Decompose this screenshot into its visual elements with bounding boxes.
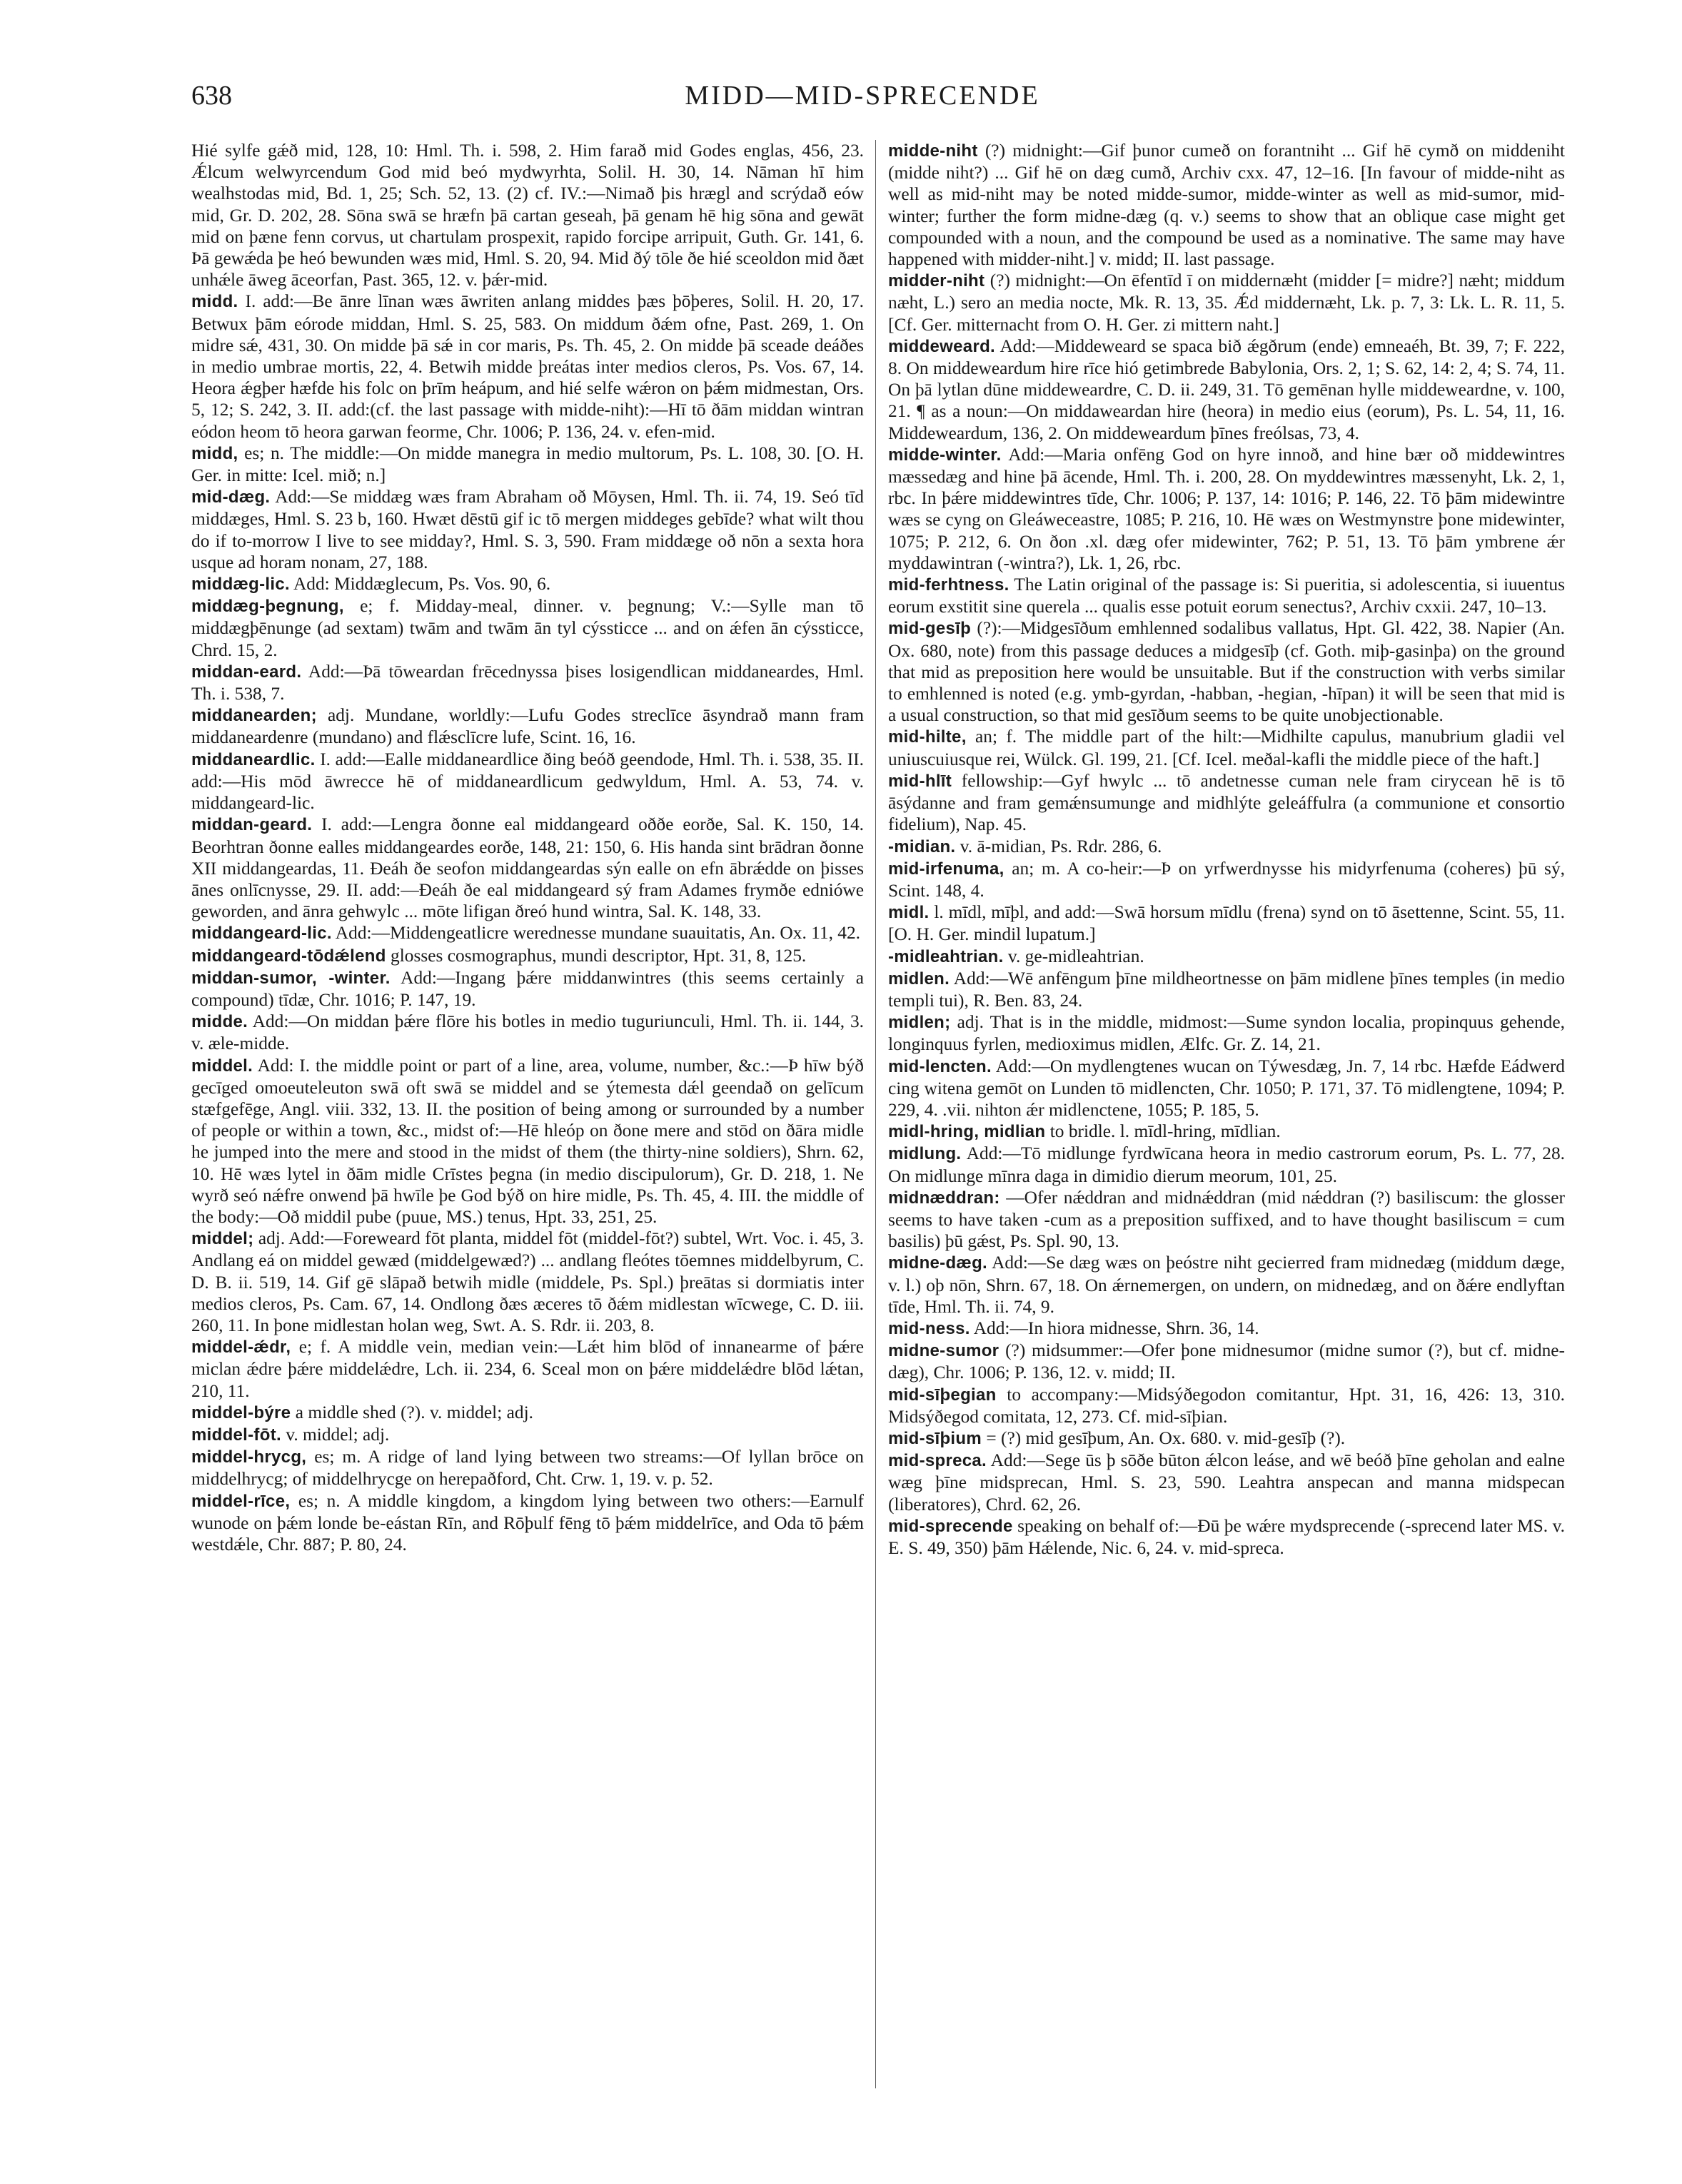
dictionary-entry [191, 1402, 864, 1424]
entry-text: (?):—Midgesīðum emhlenned sodalibus vallatus, Hpt. Gl. 422, 38. Napier (An. Ox. 680, note) from this passage deduces a midgesīþ (cf. Goth. miþ-gasinþa) on the ground that mid as preposition here would be unsuitable. But if the construction with verbs similar to emhlenned is noted (e.g. ymb-gyrdan, -habban, -hegian, -hīpan) it will be seen that mid is a usual construction, so that mid gesīðum seems to be quite unobjectionable. [888, 618, 1565, 726]
left-column [191, 140, 864, 1555]
entry-text: Add:—Maria onfēng God on hyre innoð, and hine bær oð middewintres mæssedæg and hine þā ācende, Hml. Th. i. 200, 28. On myddewintres mæssenyht, Lk. 2, 1, rbc. In þǽre middewintres tīde, Chr. 1006; P. 137, 14: 1016; P. 146, 22. Tō þām midewintre wæs se cyng on Gleáweceastre, 1085; P. 216, 10. Hē wæs on Westmynstre þone midewinter, 1075; P. 212, 6. On ðon .xl. dæg ofer midewinter, 762; P. 51, 13. Tō þām ymbrene ǽr myddawintran (-wintra?), Lk. 1, 26, rbc. [888, 444, 1566, 573]
entry-text: adj. That is in the middle, midmost:—Sume syndon localia, propinquus gehende, longinquus fyrlen, medioximus midlen, Ælfc. Gr. Z. 14, 21. [888, 1012, 1565, 1055]
entry-headword: middaneardlic. [191, 749, 316, 769]
dictionary-entry [191, 661, 864, 704]
entry-headword: middel. [191, 1056, 253, 1076]
entry-text: es; n. The middle:—On midde manegra in medio multorum, Ps. L. 108, 30. [O. H. Ger. in mitte: Icel. mið; n.] [191, 443, 864, 486]
entry-text: Add:—Ingang þǽre middanwintres (this seems certainly a compound) tīdæ, Chr. 1016; P. 147, 19. [191, 967, 864, 1010]
entry-text: Add:—On middan þǽre flōre his botles in medio tuguriunculi, Hml. Th. ii. 144, 3. v. æle-midde. [191, 1011, 864, 1054]
dictionary-entry [888, 946, 1565, 968]
entry-text: es; m. A ridge of land lying between two streams:—Of lyllan brōce on middelhrycg; of middelhrycge on herepaðford, Cht. Crw. 1, 19. v. p. 52. [191, 1447, 864, 1490]
dictionary-entry [888, 1318, 1565, 1340]
entry-text: = (?) mid gesīþum, An. Ox. 680. v. mid-gesīþ (?). [986, 1427, 1346, 1448]
entry-headword: mid-sīþium [888, 1428, 982, 1448]
dictionary-entry [888, 1143, 1565, 1186]
entry-headword: middanearden; [191, 706, 317, 726]
entry-text: —Ofer nǽddran and midnǽddran (mid nǽddran (?) basiliscum: the glosser seems to have taken -cum as a preposition suffixed, and to have thought basiliscum = cum basilis) þū gǽst, Ps. Spl. 90, 13. [888, 1187, 1565, 1252]
entry-text: to accompany:—Midsýðegodon comitantur, Hpt. 31, 16, 426: 13, 310. Midsýðegod comitata, 12, 273. Cf. mid-sīþian. [888, 1384, 1565, 1427]
entry-headword: midde-winter. [888, 445, 1002, 465]
entry-headword: midd, [191, 443, 238, 463]
entry-headword: mid-ferhtness. [888, 575, 1009, 595]
dictionary-entry [191, 1055, 864, 1228]
dictionary-entry [191, 140, 864, 290]
entry-text: (?) midnight:—On ēfentīd ī on middernæht (midder [= midre?] næht; middum næht, L.) sero an media nocte, Mk. R. 13, 35. Ǽd middernæht, Lk. p. 7, 3: Lk. L. R. 11, 5. [Cf. Ger. mitternacht from O. H. Ger. zi mittern naht.] [888, 271, 1565, 335]
entry-text: The Latin original of the passage is: Si pueritia, si adolescentia, si iuuentus eorum exstitit sine querela ... qualis esse potuit eorum senectus?, Archiv cxxii. 247, 10–13. [888, 575, 1565, 617]
entry-headword: mid-hlīt [888, 771, 952, 791]
entry-text: an; m. A co-heir:—Þ on yrfwerdnysse his midyrfenuma (coheres) þū sý, Scint. 148, 4. [888, 858, 1565, 901]
entry-headword: middangeard-tōdǽlend [191, 946, 386, 966]
entry-headword: middan-eard. [191, 662, 302, 682]
entry-headword: middel-ǽdr, [191, 1338, 291, 1358]
entry-headword: midd. [191, 292, 238, 312]
entry-text: v. middel; adj. [286, 1424, 390, 1445]
dictionary-entry [888, 1056, 1565, 1121]
entry-text: speaking on behalf of:—Ðū þe wǽre mydsprecende (-sprecend later MS. v. E. S. 49, 350) þām Hǽlende, Nic. 6, 24. v. mid-spreca. [888, 1515, 1565, 1558]
entry-text: Add:—On mydlengtenes wucan on Týwesdæg, Jn. 7, 14 rbc. Hæfde Eádwerd cing witena gemōt on Lunden tō midlencten, Chr. 1050; P. 171, 37. Tō midlengtene, 1094; P. 229, 4. .vii. nihton ǽr midlenctene, 1055; P. 185, 5. [888, 1056, 1565, 1120]
dictionary-entry [191, 595, 864, 661]
dictionary-entry [191, 1228, 864, 1336]
entry-headword: mid-sprecende [888, 1516, 1013, 1536]
entry-text: Add:—Sege ūs þ sōðe būton ǽlcon leáse, and wē beóð þīne geholan and ealne wæg þīne midsprecan, Hml. S. 23, 590. Leahtra anspecan and manna midspecan (liberatores), Chrd. 62, 26. [888, 1450, 1565, 1515]
dictionary-entry [191, 1424, 864, 1446]
entry-headword: middan-sumor, -winter. [191, 968, 391, 988]
entry-headword: mid-spreca. [888, 1451, 987, 1471]
entry-text: v. ā-midian, Ps. Rdr. 286, 6. [960, 836, 1162, 856]
entry-text: Add:—Tō midlunge fyrdwīcana heora in medio castrorum eorum, Ps. L. 77, 28. On midlunge mīnra daga in dimidio dierum meorum, 101, 25. [888, 1143, 1565, 1186]
dictionary-entry [888, 1450, 1565, 1515]
entry-headword: middan-geard. [191, 815, 313, 835]
entry-headword: mid-ness. [888, 1318, 970, 1338]
entry-text: fellowship:—Gyf hwylc ... tō andetnesse cuman nele fram cirycean hē is tō āsýdanne and fram gemǽnsumunge and midhlýte geleáffulra (a communione et consortio fidelium), Nap. 45. [888, 770, 1565, 835]
entry-text: Add: Middæglecum, Ps. Vos. 90, 6. [293, 574, 551, 595]
entry-text: v. ge-midleahtrian. [1007, 946, 1144, 966]
entry-text: Hié sylfe gǽð mid, 128, 10: Hml. Th. i. 598, 2. Him farað mid Godes englas, 456, 23. Ǽlcum welwyrcendum God mid beó mydwyrhta, Solil. H. 30, 14. Nāman hī him wealhstodas mid, Bd. 1, 25; Sch. 52, 13. (2) cf. IV.:—Nimað þis hrægl and scrýdað eów mid, Gr. D. 202, 28. Sōna swā se hræfn þā cartan geseah, þā genam hē hig sōna and gewāt mid on þæne fenn corvus, ut chartulam prospexit, rapido forcipe arripuit, Guth. Gr. 141, 6. Þā gewǽda þe heó bewunden wæs mid, Hml. S. 20, 94. Mid ðý tōle ðe hié sceoldon mid ðæt unhǽle āweg āceorfan, Past. 365, 12. v. þǽr-mid. [191, 141, 864, 290]
dictionary-entry [191, 1446, 864, 1490]
dictionary-entry [888, 1187, 1565, 1253]
entry-text: to bridle. l. mīdl-hring, mīdlian. [1049, 1121, 1281, 1142]
entry-headword: mid-irfenuma, [888, 859, 1004, 879]
dictionary-entry [191, 486, 864, 573]
entry-headword: midnæddran: [888, 1188, 1000, 1208]
entry-text: l. mīdl, mīþl, and add:—Swā horsum mīdlu (frena) synd on tō āsettenne, Scint. 55, 11. [O. H. Ger. mindil lupatum.] [888, 902, 1565, 945]
entry-text: e; f. Midday-meal, dinner. v. þegnung; V.:—Sylle man tō middægþēnunge (ad sextam) twām and twām ān tyl cýssticce ... and on ǽfen ān cýssticce, Chrd. 15, 2. [191, 596, 864, 660]
dictionary-entry [888, 270, 1565, 335]
entry-headword: midde. [191, 1012, 248, 1032]
dictionary-entry [191, 967, 864, 1011]
entry-headword: mid-sīþegian [888, 1385, 997, 1405]
dictionary-entry [888, 770, 1565, 836]
entry-headword: middel; [191, 1229, 254, 1249]
entry-headword: midlen; [888, 1013, 951, 1033]
entry-headword: middangeard-lic. [191, 924, 332, 944]
entry-headword: mid-hilte, [888, 727, 967, 747]
dictionary-entry [191, 814, 864, 922]
entry-headword: -midian. [888, 836, 956, 856]
dictionary-entry [888, 1252, 1565, 1318]
entry-headword: middel-rīce, [191, 1491, 291, 1511]
entry-headword: midder-niht [888, 271, 985, 291]
dictionary-entry [191, 704, 864, 748]
entry-text: glosses cosmographus, mundi descriptor, Hpt. 31, 8, 125. [391, 945, 807, 966]
dictionary-entry [888, 858, 1565, 901]
dictionary-entry [888, 1427, 1565, 1450]
entry-headword: mid-gesīþ [888, 619, 972, 639]
entry-text: I. add:—Ealle middaneardlice ðing beóð geendode, Hml. Th. i. 538, 35. II. add:—His mōd āwrecce hē of middaneardlicum gedwyldum, Hml. A. 53, 74. v. middangeard-lic. [191, 749, 864, 814]
entry-text: Add:—Wē anfēngum þīne mildheortnesse on þām midlene þīnes temples (in medio templi tui), R. Ben. 83, 24. [888, 968, 1565, 1011]
dictionary-entry [888, 1011, 1565, 1055]
entry-text: I. add:—Be ānre līnan wæs āwriten anlang middes þæs þōþeres, Solil. H. 20, 17. Betwux þām eórode middan, Hml. S. 25, 583. On middum ðǽm ofne, Past. 269, 1. On midre sǽ, 431, 30. On midde þā sǽ in cor maris, Ps. Th. 45, 2. On midde þā sceade deáðes in medio umbrae mortis, 22, 4. Betwih midde þreátas inter medios cleros, Ps. Vos. 67, 14. Heora ǽgþer hæfde his folc on þrīm heápum, and hié selfe wǽron on þǽm midmestan, Ors. 5, 12; S. 242, 3. II. add:(cf. the last passage with midde-niht):—Hī tō ðām middan wintran eódon heom tō heora garwan feorme, Chr. 1006; P. 136, 24. v. efen-mid. [191, 291, 864, 442]
dictionary-entry [191, 573, 864, 595]
entry-text: an; f. The middle part of the hilt:—Midhilte capulus, manubrium gladii vel uniuscuiusque rei, Wülck. Gl. 199, 21. [Cf. Icel. meðal-kafli the middle piece of the haft.] [888, 727, 1565, 769]
dictionary-entry [191, 922, 864, 944]
entry-text: Add: I. the middle point or part of a line, area, volume, number, &c.:—Þ hīw býð gecīged omoeuteleuton swā oft swā se middel and se ýtemesta dǽl geendað on gelīcum stæfgefēge, Angl. viii. 332, 13. II. the position of being among or surrounded by a number of people or within a town, &c., midst of:—Hē hleóp on ðone mere and stōd on ðāra midle he jumped into the mere and stood in the midst of them (the thirty-nine soldiers), Shrn. 62, 10. Hē wæs lytel in ðām midle Crīstes þegna (in medio discipulorum), Gr. D. 218, 1. Ne wyrð seó nǽfre onwend þā hwīle þe God býð on hire midle, Ps. Th. 45, 4. III. the middle of the body:—Oð middil pube (puue, MS.) tenus, Hpt. 33, 251, 25. [191, 1055, 864, 1227]
entry-headword: midne-sumor [888, 1341, 999, 1361]
dictionary-entry [191, 1490, 864, 1556]
entry-headword: mid-dæg. [191, 487, 271, 507]
entry-text: Add:—Middeweard se spaca bið ǽgðrum (ende) emneaéh, Bt. 39, 7; F. 222, 8. On middeweardum hire rīce hió getimbrede Babylonia, Ors. 2, 1; S. 62, 14: 2, 4; S. 74, 11. On þā lytlan dūne middeweardre, C. D. ii. 249, 31. Tō gemēnan hylle middeweardne, v. 100, 21. ¶ as a noun:—On middaweardan hire (heora) in medio eius (eorum), Ps. L. 54, 11, 16. Middeweardum, 136, 2. On middeweardum þīnes freólsas, 73, 4. [888, 335, 1566, 443]
dictionary-entry [888, 140, 1565, 270]
dictionary-entry [191, 290, 864, 442]
page-number: 638 [191, 81, 232, 111]
entry-text: Add:—Se dæg wæs on þeóstre niht gecierred fram midnedæg (middum dæge, v. l.) oþ nōn, Shrn. 67, 18. On ǽrnemergen, on undern, on midnedæg, and on ðǽre endlyftan tīde, Hml. Th. ii. 74, 9. [888, 1253, 1566, 1317]
entry-headword: midlen. [888, 969, 950, 989]
entry-text: Add:—In hiora midnesse, Shrn. 36, 14. [973, 1318, 1259, 1338]
entry-text: Add:—Þā tōweardan frēcednyssa þises losigendlican middaneardes, Hml. Th. i. 538, 7. [191, 661, 864, 704]
dictionary-entry [888, 726, 1565, 769]
dictionary-entry [888, 335, 1565, 444]
dictionary-entry [888, 1384, 1565, 1427]
dictionary-entry [191, 1336, 864, 1402]
dictionary-entry [888, 968, 1565, 1011]
entry-text: I. add:—Lengra ðonne eal middangeard oððe eorðe, Sal. K. 150, 14. Beorhtran ðonne ealles middangeardes eorðe, 148, 21: 150, 6. His handa sint brādran ðonne XII middangeardas, 11. Ðeáh ðe seofon middangeardas sýn ealle on efn ābrǽdde on þisses ānes onlīcnysse, 29. II. add:—Ðeáh ðe eal middangeard sý fram Adames frymðe edniówe geworden, and ānra gehwylc ... mōte lifigan ðreó hund wintra, Sal. K. 148, 33. [191, 814, 864, 922]
dictionary-entry [191, 945, 864, 967]
dictionary-entry [888, 574, 1565, 617]
column-rule [875, 140, 876, 2088]
entry-headword: middel-hrycg, [191, 1447, 307, 1467]
running-head: MIDD—MID-SPRECENDE [685, 81, 1040, 111]
dictionary-entry [191, 749, 864, 814]
entry-headword: -midleahtrian. [888, 946, 1004, 966]
dictionary-entry [888, 1121, 1565, 1143]
dictionary-entry [888, 1515, 1565, 1559]
dictionary-entry [888, 617, 1565, 726]
entry-text: e; f. A middle vein, median vein:—Lǽt him blōd of innanearme of þǽre miclan ǽdre þǽre middelǽdre, Lch. ii. 234, 6. Sceal mon on þǽre middelǽdre blōd lǽtan, 210, 11. [191, 1337, 864, 1401]
entry-text: (?) midnight:—Gif þunor cumeð on forantniht ... Gif hē cymð on middeniht (midde niht?) ... Gif hē on dæg cumð, Archiv cxx. 47, 12–16. [In favour of midde-niht as well as mid-niht may be noted midde-sumor, midde-winter as well as mid-sumor, mid-winter; further the form midne-dæg (q. v.) seems to show that an oblique case might get compounded with a noun, and the compound be used as a nominative. The same may have happened with midder-niht.] v. midd; II. last passage. [888, 141, 1565, 270]
dictionary-entry [888, 836, 1565, 858]
entry-headword: middæg-lic. [191, 575, 290, 595]
dictionary-entry [191, 443, 864, 486]
entry-text: (?) midsummer:—Ofer þone midnesumor (midne sumor (?), but cf. midne-dæg), Chr. 1006; P. 136, 12. v. midd; II. [888, 1340, 1565, 1383]
entry-headword: mid-lencten. [888, 1056, 992, 1076]
dictionary-entry [888, 901, 1565, 945]
entry-headword: midl. [888, 903, 930, 923]
right-column [888, 140, 1565, 1559]
dictionary-entry [191, 1011, 864, 1054]
entry-headword: middeweard. [888, 336, 996, 356]
entry-headword: midde-niht [888, 141, 978, 161]
entry-headword: middel-fōt. [191, 1425, 281, 1445]
dictionary-entry [888, 1340, 1565, 1383]
entry-text: adj. Mundane, worldly:—Lufu Godes streclīce āsyndrað mann fram middaneardenre (mundano) and flǽsclīcre lufe, Scint. 16, 16. [191, 705, 864, 748]
entry-text: a middle shed (?). v. middel; adj. [295, 1402, 533, 1422]
entry-text: es; n. A middle kingdom, a kingdom lying between two others:—Earnulf wunode on þǽm londe be-eástan Rīn, and Rōþulf fēng tō þǽm middelrīce, and Oda tō þǽm westdǽle, Chr. 887; P. 80, 24. [191, 1490, 864, 1554]
entry-headword: midne-dæg. [888, 1253, 987, 1273]
dictionary-entry [888, 444, 1565, 574]
entry-headword: middæg-þegnung, [191, 597, 344, 617]
entry-text: adj. Add:—Foreweard fōt planta, middel fōt (middel-fōt?) subtel, Wrt. Voc. i. 45, 3. Andlang eá on middel gewæd (middelgewæd?) ... andlang fleótes tōemnes middelbyrum, C. D. B. ii. 519, 14. Gif gē slāpað betwih midle (middele, Ps. Spl.) þreātas si dormiatis inter medios cleros, Ps. Cam. 67, 14. Ondlong ðæs æceres tō ðǽm midlestan wīcwege, C. D. iii. 260, 11. In þone midlestan holan weg, Swt. A. S. Rdr. ii. 203, 8. [191, 1228, 864, 1335]
entry-text: Add:—Middengeatlicre werednesse mundane suauitatis, An. Ox. 11, 42. [335, 923, 861, 944]
entry-headword: midlung. [888, 1144, 962, 1164]
entry-text: Add:—Se middæg wæs fram Abraham oð Mōysen, Hml. Th. ii. 74, 19. Seó tīd middæges, Hml. S. 23 b, 160. Hwæt dēstū gif ic tō mergen middeges gebīde? what wilt thou do if to-morrow I live to see midday?, Hml. S. 3, 590. Fram middæge oð nōn a sexta hora usque ad horam nonam, 27, 188. [191, 487, 865, 572]
entry-headword: middel-býre [191, 1402, 291, 1422]
entry-headword: midl-hring, midlian [888, 1122, 1046, 1142]
